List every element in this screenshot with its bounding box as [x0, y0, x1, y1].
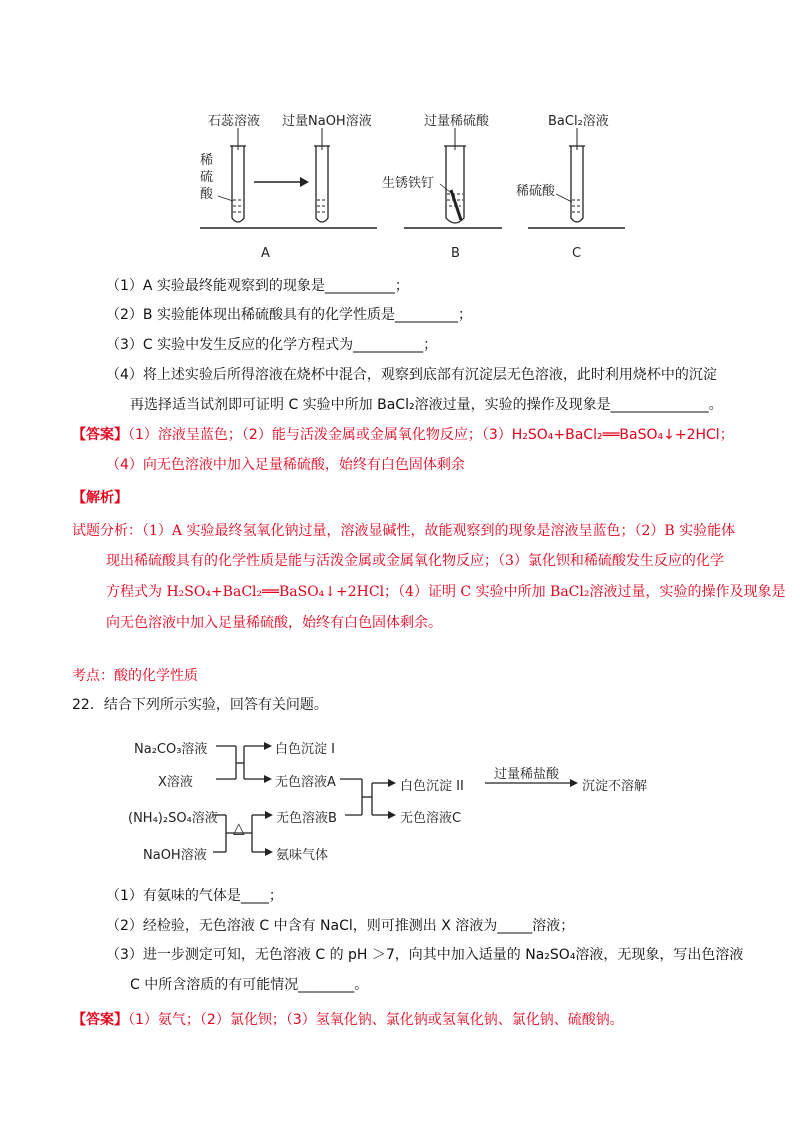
flow-excess-hcl: 过量稀盐酸	[494, 767, 560, 782]
flow-ammonia-gas: 氨味气体	[276, 848, 329, 863]
q21-analysis-tag: 【解析】	[72, 490, 128, 506]
label-dilute-acid-a: 稀 硫 酸	[200, 153, 214, 202]
caption-c: C	[572, 246, 582, 261]
q21-answer-line1: （1）溶液呈蓝色；（2）能与活泼金属或金属氧化物反应；（3）H₂SO₄+BaCl₂══BaSO₄↓+2HCl；	[128, 427, 734, 443]
q21-analysis-line-4: 向无色溶液中加入足量稀硫酸，始终有白色固体剩余。	[106, 615, 442, 631]
q21-item-4-cont: 再选择适当试剂即可证明 C 实验中所加 BaCl₂溶液过量，实验的操作及现象是______________。	[130, 397, 723, 413]
q21-analysis-line-1: 试题分析：（1）A 实验最终氢氧化钠过量，溶液显碱性，故能观察到的现象是溶液呈蓝色；（2）B 实验能体	[72, 523, 736, 539]
flow-white-ppt-2: 白色沉淀 II	[400, 779, 464, 794]
flow-colorless-b: 无色溶液B	[276, 811, 337, 826]
flow-colorless-a: 无色溶液A	[275, 775, 336, 790]
q22-item-3-cont: C 中所含溶质的有可能情况________。	[130, 977, 369, 993]
label-litmus: 石蕊溶液	[208, 114, 261, 129]
q21-analysis-line-2: 现出稀硫酸具有的化学性质是能与活泼金属或金属氧化物反应；（3）氯化钡和稀硫酸发生反应的化学	[106, 553, 724, 569]
q22-item-3: （3）进一步测定可知，无色溶液 C 的 pH ＞7，向其中加入适量的 Na₂SO₄溶液，无现象，写出色溶液	[106, 947, 744, 963]
flow-diagram	[0, 730, 800, 870]
q21-answer-tag: 【答案】	[72, 427, 128, 443]
label-rusty-nail: 生锈铁钉	[382, 176, 435, 191]
flow-ppt-insoluble: 沉淀不溶解	[582, 779, 648, 794]
label-excess-naoh: 过量NaOH溶液	[282, 114, 372, 129]
q22-stem: 22．结合下列所示实验，回答有关问题。	[72, 697, 328, 713]
q21-answer	[72, 425, 734, 445]
label-dilute-acid-c: 稀硫酸	[516, 184, 556, 199]
q22-answer-text: （1）氨气；（2）氯化钡；（3）氢氧化钠、氯化钠或氢氧化钠、氯化钠、硫酸钠。	[128, 1012, 624, 1028]
caption-b: B	[451, 246, 460, 261]
q21-item-1: （1）A 实验最终能观察到的现象是__________；	[106, 278, 409, 294]
flow-nh4so4: (NH₄)₂SO₄溶液	[128, 811, 218, 826]
q21-item-2: （2）B 实验能体现出稀硫酸具有的化学性质是_________；	[106, 307, 472, 323]
heat-symbol: △	[233, 819, 245, 837]
q22-item-2: （2）经检验，无色溶液 C 中含有 NaCl，则可推测出 X 溶液为_____溶液；	[106, 918, 575, 934]
flow-colorless-c: 无色溶液C	[400, 811, 462, 826]
flow-naoh: NaOH溶液	[143, 848, 207, 863]
flow-na2co3: Na₂CO₃溶液	[134, 742, 208, 757]
caption-a: A	[261, 246, 270, 261]
q21-answer-line2: （4）向无色溶液中加入足量稀硫酸，始终有白色固体剩余	[106, 457, 465, 473]
q22-answer	[72, 1010, 624, 1030]
q22-answer-tag: 【答案】	[72, 1012, 128, 1028]
flow-white-ppt-1: 白色沉淀 I	[275, 742, 335, 757]
q21-analysis-line-3: 方程式为 H₂SO₄+BaCl₂══BaSO₄↓+2HCl；（4）证明 C 实验中所加 BaCl₂溶液过量，实验的操作及现象是	[106, 584, 786, 600]
q21-item-4: （4）将上述实验后所得溶液在烧杯中混合，观察到底部有沉淀层无色溶液，此时利用烧杯中的沉淀	[106, 367, 717, 383]
label-bacl2: BaCl₂溶液	[548, 114, 609, 129]
q22-item-1: （1）有氨味的气体是____；	[106, 888, 283, 904]
label-excess-h2so4: 过量稀硫酸	[424, 114, 490, 129]
q21-item-3: （3）C 实验中发生反应的化学方程式为__________；	[106, 337, 438, 353]
q21-kaodian: 考点：酸的化学性质	[72, 668, 198, 684]
flow-x: X溶液	[158, 775, 193, 790]
